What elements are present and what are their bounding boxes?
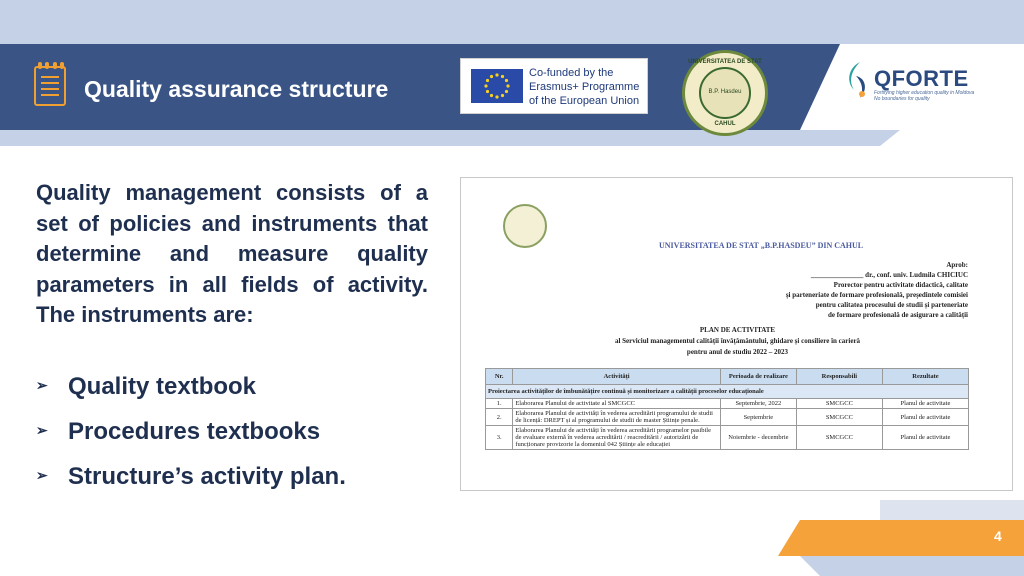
arrow-bullet-icon: ➢ bbox=[36, 377, 48, 394]
table-row bbox=[486, 409, 969, 426]
approval-line: Prorector pentru activitate didactică, calitate bbox=[833, 281, 968, 289]
university-seal-logo bbox=[682, 50, 768, 136]
table-cell: 1. bbox=[486, 399, 513, 409]
approval-line: de formare profesională de asigurare a calității bbox=[828, 311, 968, 319]
document-list-icon bbox=[34, 66, 66, 106]
qforte-logo bbox=[838, 60, 988, 104]
bullet-item bbox=[36, 463, 346, 491]
table-row bbox=[486, 399, 969, 409]
eu-flag-icon bbox=[471, 69, 523, 103]
eu-line-3: of the European Union bbox=[529, 95, 640, 107]
seal-top-text: UNIVERSITATEA DE STAT bbox=[688, 59, 762, 65]
table-cell: Elaborarea Planului de activități în vederea acreditării programelor pasibile de evaluare externă în vederea acreditării / reacreditării / autorizării de funcționare provizorie la domeniul 042 Științe ale educației bbox=[513, 426, 721, 450]
bullet-item bbox=[36, 418, 320, 446]
table-cell: SMCGCC bbox=[796, 399, 882, 409]
table-cell: Planul de activitate bbox=[882, 426, 968, 450]
eu-line-1: Co-funded by the bbox=[529, 67, 614, 79]
seal-bottom-text: CAHUL bbox=[714, 121, 736, 127]
eu-line-2: Erasmus+ Programme bbox=[529, 81, 640, 93]
arrow-bullet-icon: ➢ bbox=[36, 467, 48, 484]
table-cell: Elaborarea Planului de activități în vederea acreditării programului de studii de licență: DREPT și al programului de studii de master Științe penale. bbox=[513, 409, 721, 426]
table-header-cell: Rezultate bbox=[882, 369, 968, 385]
seal-inner-emblem bbox=[699, 67, 751, 119]
table-header-cell: Responsabili bbox=[796, 369, 882, 385]
document-university-name: UNIVERSITATEA DE STAT „B.P.HASDEU” DIN CAHUL bbox=[659, 241, 864, 250]
table-row bbox=[486, 426, 969, 450]
plan-title-line: PLAN DE ACTIVITATE bbox=[699, 326, 776, 334]
table-section-cell: Proiectarea activităților de îmbunătățire continuă și monitorizare a calității proceselor educaționale bbox=[486, 385, 969, 399]
qforte-mark-icon bbox=[842, 60, 872, 102]
plan-title-line: pentru anul de studiu 2022 – 2023 bbox=[686, 348, 789, 356]
table-cell: Septembrie bbox=[720, 409, 796, 426]
header-light-stripe bbox=[0, 130, 880, 146]
arrow-bullet-icon: ➢ bbox=[36, 422, 48, 439]
approval-line: și parteneriate de formare profesională, președintele comisiei bbox=[785, 291, 968, 299]
table-cell: 2. bbox=[486, 409, 513, 426]
table-cell: Planul de activitate bbox=[882, 399, 968, 409]
bullet-text: Procedures textbooks bbox=[68, 418, 321, 445]
table-cell: Elaborarea Planului de activitate al SMCGCC bbox=[513, 399, 721, 409]
table-header-cell: Activități bbox=[513, 369, 721, 385]
activity-plan-document-image bbox=[460, 177, 1013, 491]
activity-plan-table bbox=[485, 368, 969, 450]
page-number: 4 bbox=[994, 528, 1002, 544]
intro-paragraph: Quality management consists of a set of policies and instruments that determine and measure quality parameters in all fields of activity. The instruments are: bbox=[36, 180, 428, 327]
approval-line: pentru calitatea procesului de studii și parteneriate bbox=[815, 301, 968, 309]
plan-title-line: al Serviciul managementul calității învățământului, ghidare și consiliere în carieră bbox=[614, 337, 861, 345]
table-cell: SMCGCC bbox=[796, 426, 882, 450]
footer-bottom-light-band bbox=[820, 556, 1024, 576]
footer-light-tip bbox=[800, 556, 820, 576]
table-header-cell: Perioada de realizare bbox=[720, 369, 796, 385]
table-cell: Noiembrie - decembrie bbox=[720, 426, 796, 450]
qforte-tagline-2: No boundaries for quality bbox=[874, 96, 930, 102]
table-section-row bbox=[486, 385, 969, 399]
document-seal-icon bbox=[503, 204, 547, 248]
approval-line: Aprob: bbox=[946, 261, 968, 269]
table-header-row bbox=[486, 369, 969, 385]
bullet-text: Quality textbook bbox=[68, 373, 257, 400]
table-cell: Septembrie, 2022 bbox=[720, 399, 796, 409]
table-cell: SMCGCC bbox=[796, 409, 882, 426]
top-decor-band bbox=[0, 0, 1024, 44]
seal-inner-text: B.P. Hasdeu bbox=[708, 89, 742, 95]
footer-light-band bbox=[880, 500, 1024, 520]
footer-orange-band bbox=[800, 520, 1024, 556]
bullet-text: Structure’s activity plan. bbox=[68, 463, 346, 490]
footer-orange-tip bbox=[778, 520, 800, 556]
header-bar-tip bbox=[800, 44, 840, 130]
table-cell: Planul de activitate bbox=[882, 409, 968, 426]
slide-title: Quality assurance structure bbox=[84, 76, 389, 102]
table-header-cell: Nr. bbox=[486, 369, 513, 385]
approval-line: _______________ dr., conf. univ. Ludmila CHICIUC bbox=[810, 271, 968, 279]
qforte-tagline-1: Fortifying higher education quality in Moldova bbox=[874, 90, 975, 96]
bullet-item bbox=[36, 373, 256, 401]
header-light-stripe-tip bbox=[880, 130, 900, 146]
qforte-name: QFORTE bbox=[874, 66, 969, 91]
eu-cofunded-logo bbox=[460, 58, 648, 114]
table-cell: 3. bbox=[486, 426, 513, 450]
